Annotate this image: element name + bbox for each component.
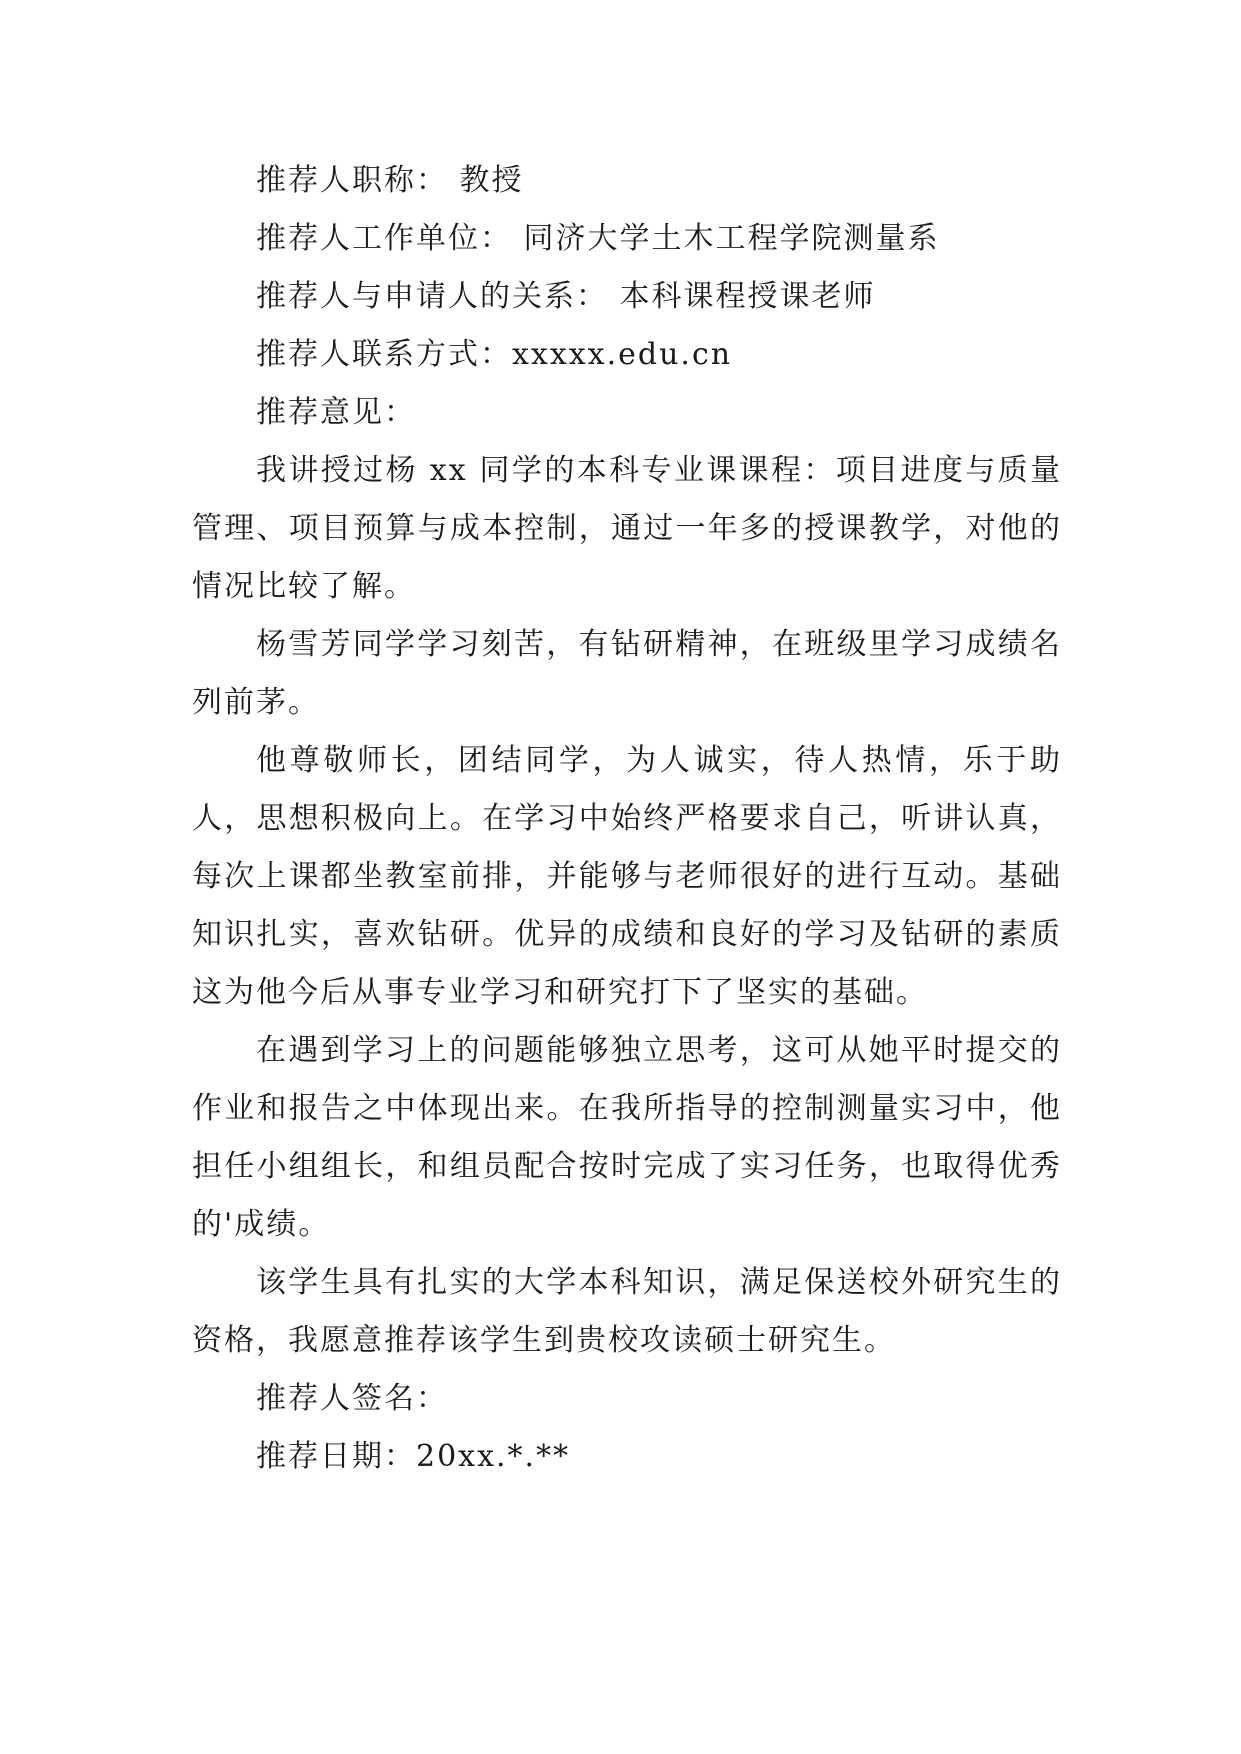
opinion-paragraph-3: 他尊敬师长，团结同学，为人诚实，待人热情，乐于助人，思想积极向上。在学习中始终严格要求自己，听讲认真，每次上课都坐教室前排，并能够与老师很好的进行互动。基础知识扎实，喜欢钻研。优异的成绩和良好的学习及钻研的素质这为他今后从事专业学习和研究打下了坚实的基础。 <box>192 743 1062 1010</box>
letter-body <box>192 152 1062 1486</box>
opinion-paragraph-5: 该学生具有扎实的大学本科知识，满足保送校外研究生的资格，我愿意推荐该学生到贵校攻读硕士研究生。 <box>192 1265 1062 1358</box>
opinion-paragraph-2: 杨雪芳同学学习刻苦，有钻研精神，在班级里学习成绩名列前茅。 <box>192 627 1062 720</box>
recommender-contact-line: 推荐人联系方式：xxxxx.edu.cn <box>256 337 733 372</box>
opinion-paragraph-1: 我讲授过杨 xx 同学的本科专业课课程：项目进度与质量管理、项目预算与成本控制，通过一年多的授课教学，对他的情况比较了解。 <box>192 453 1062 604</box>
date-line: 推荐日期：20xx.*.** <box>256 1439 571 1474</box>
opinion-heading: 推荐意见： <box>256 395 416 430</box>
signature-line: 推荐人签名： <box>256 1381 448 1416</box>
opinion-paragraph-4: 在遇到学习上的问题能够独立思考，这可从她平时提交的作业和报告之中体现出来。在我所指导的控制测量实习中，他担任小组组长，和组员配合按时完成了实习任务，也取得优秀的'成绩。 <box>192 1033 1062 1242</box>
recommender-relation-line: 推荐人与申请人的关系： 本科课程授课老师 <box>256 279 876 314</box>
recommender-title-line: 推荐人职称： 教授 <box>256 163 524 198</box>
recommender-unit-line: 推荐人工作单位： 同济大学土木工程学院测量系 <box>256 221 940 256</box>
